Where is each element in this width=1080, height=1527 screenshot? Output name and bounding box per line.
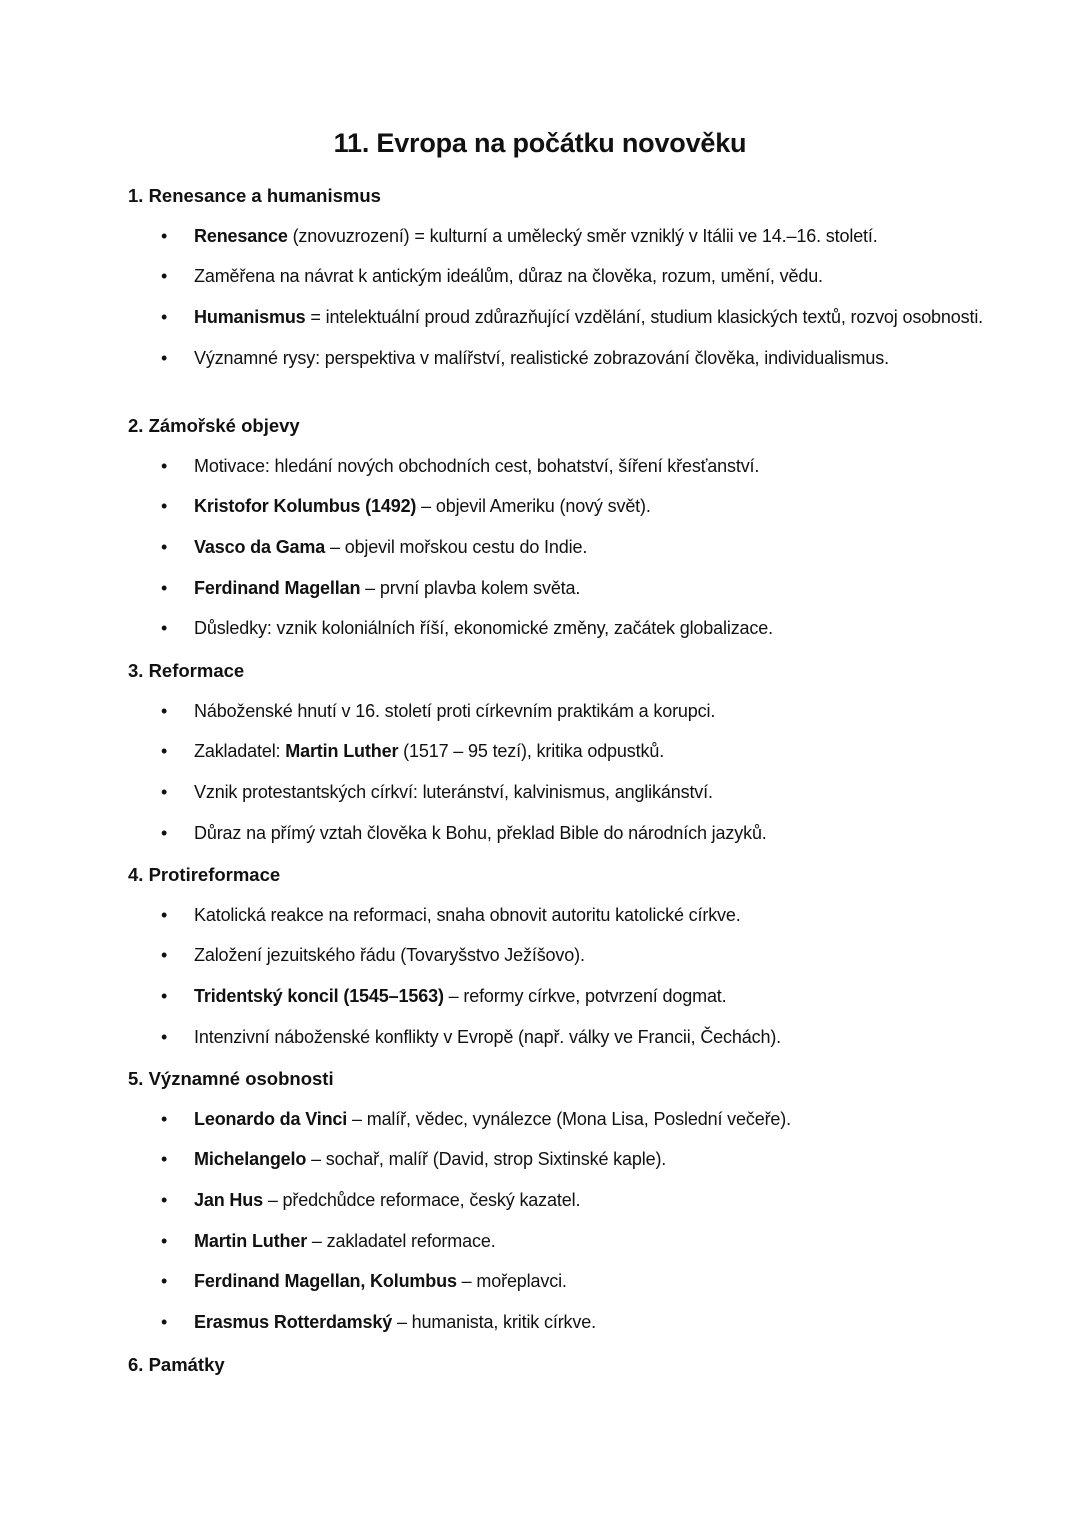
list-item (128, 453, 988, 479)
section-reformace (128, 659, 988, 846)
section-renesance-a-humanismus (128, 184, 988, 371)
list-item (128, 345, 988, 371)
bullet-icon: • (161, 904, 168, 925)
item-text: Důraz na přímý vztah člověka k Bohu, překlad Bible do národních jazyků. (194, 822, 767, 843)
list-item (128, 1024, 988, 1050)
section-heading: 3. Reformace (128, 660, 245, 681)
list-item (128, 615, 988, 641)
list-item (128, 1187, 988, 1213)
item-bold-term: Ferdinand Magellan (194, 577, 361, 598)
bullet-icon: • (161, 1026, 168, 1047)
item-text: Intenzivní náboženské konflikty v Evropě (např. války ve Francii, Čechách). (194, 1026, 782, 1047)
item-text: Důsledky: vznik koloniálních říší, ekonomické změny, začátek globalizace. (194, 618, 773, 639)
document-title: 11. Evropa na počátku novověku (333, 128, 747, 158)
bullet-icon: • (161, 700, 168, 721)
list-item (128, 534, 988, 560)
list-item (128, 575, 988, 601)
section-heading: 4. Protireformace (128, 864, 281, 885)
item-text: – malíř, vědec, vynálezce (Mona Lisa, Poslední večeře). (347, 1108, 791, 1129)
list-item (128, 983, 988, 1009)
section-heading: 5. Významné osobnosti (128, 1068, 334, 1089)
section-pamatky (128, 1353, 988, 1377)
section-heading: 2. Zámořské objevy (128, 415, 300, 436)
bullet-icon: • (161, 455, 168, 476)
item-bold-term: Jan Hus (194, 1190, 263, 1211)
bullet-icon: • (161, 945, 168, 966)
bullet-icon: • (161, 1230, 168, 1251)
item-text: – zakladatel reformace. (307, 1230, 496, 1251)
bullet-list (128, 698, 988, 846)
bullet-icon: • (161, 1149, 168, 1170)
item-bold-term: Tridentský koncil (1545–1563) (194, 986, 444, 1007)
bullet-icon: • (161, 822, 168, 843)
item-text: Náboženské hnutí v 16. století proti církevním praktikám a korupci. (194, 700, 716, 721)
bullet-icon: • (161, 537, 168, 558)
item-bold-term: Leonardo da Vinci (194, 1108, 348, 1129)
list-item (128, 698, 988, 724)
list-item (128, 942, 988, 968)
item-text: Vznik protestantských církví: luteránství, kalvinismus, anglikánství. (194, 782, 713, 803)
list-item (128, 1268, 988, 1294)
list-item (128, 820, 988, 846)
list-item (128, 1106, 988, 1132)
item-text: Katolická reakce na reformaci, snaha obnovit autoritu katolické církve. (194, 904, 741, 925)
bullet-icon: • (161, 266, 168, 287)
item-text: Významné rysy: perspektiva v malířství, realistické zobrazování člověka, individualismus. (194, 347, 889, 368)
item-text: – předchůdce reformace, český kazatel. (262, 1190, 581, 1211)
bullet-list (128, 902, 988, 1050)
bullet-icon: • (161, 1108, 168, 1129)
item-text: Motivace: hledání nových obchodních cest, bohatství, šíření křesťanství. (194, 455, 760, 476)
bullet-icon: • (161, 1271, 168, 1292)
bullet-icon: • (161, 741, 168, 762)
bullet-list (128, 223, 988, 371)
bullet-list (128, 1106, 988, 1335)
item-bold-term: Martin Luther (194, 1230, 308, 1251)
section-heading: 6. Památky (128, 1354, 225, 1375)
item-text: Zaměřena na návrat k antickým ideálům, důraz na člověka, rozum, umění, vědu. (194, 266, 823, 287)
item-bold-term: Kristofor Kolumbus (1492) (194, 496, 417, 517)
list-item (128, 223, 988, 249)
section-vyznamne-osobnosti (128, 1067, 988, 1335)
bullet-icon: • (161, 307, 168, 328)
item-text: – objevil mořskou cestu do Indie. (325, 537, 588, 558)
item-bold-term: Ferdinand Magellan, Kolumbus (194, 1271, 457, 1292)
item-text: – reformy církve, potvrzení dogmat. (443, 986, 727, 1007)
item-text: – humanista, kritik církve. (392, 1312, 596, 1333)
item-text: – první plavba kolem světa. (360, 577, 581, 598)
list-item (128, 1228, 988, 1254)
section-protireformace (128, 863, 988, 1050)
bullet-list (128, 453, 988, 642)
section-zamorske-objevy (128, 414, 988, 641)
item-bold-term: Erasmus Rotterdamský (194, 1312, 393, 1333)
item-text: – sochař, malíř (David, strop Sixtinské kaple). (306, 1149, 667, 1170)
list-item (128, 1309, 988, 1335)
bullet-icon: • (161, 577, 168, 598)
list-item (128, 738, 988, 764)
bullet-icon: • (161, 782, 168, 803)
item-text: Založení jezuitského řádu (Tovaryšstvo Ježíšovo). (194, 945, 585, 966)
list-item (128, 779, 988, 805)
item-text: (1517 – 95 tezí), kritika odpustků. (398, 741, 665, 762)
list-item (128, 1146, 988, 1172)
list-item (128, 263, 988, 289)
bullet-icon: • (161, 1190, 168, 1211)
bullet-icon: • (161, 225, 168, 246)
item-text: – mořeplavci. (456, 1271, 567, 1292)
bullet-icon: • (161, 986, 168, 1007)
list-item (128, 493, 988, 519)
list-item (128, 902, 988, 928)
item-text: = intelektuální proud zdůrazňující vzdělání, studium klasických textů, rozvoj osobnosti. (305, 307, 984, 328)
section-heading: 1. Renesance a humanismus (128, 185, 381, 206)
bullet-icon: • (161, 347, 168, 368)
item-bold-term: Michelangelo (194, 1149, 307, 1170)
bullet-icon: • (161, 496, 168, 517)
item-bold-term: Vasco da Gama (194, 537, 326, 558)
list-item (128, 304, 988, 330)
item-bold-term: Renesance (194, 225, 288, 246)
item-bold-term: Humanismus (194, 307, 306, 328)
item-text: (znovuzrození) = kulturní a umělecký směr vzniklý v Itálii ve 14.–16. století. (287, 225, 878, 246)
item-bold-term: Martin Luther (285, 741, 399, 762)
bullet-icon: • (161, 1312, 168, 1333)
item-text: – objevil Ameriku (nový svět). (416, 496, 651, 517)
item-prefix-text: Zakladatel: (194, 741, 286, 762)
bullet-icon: • (161, 618, 168, 639)
